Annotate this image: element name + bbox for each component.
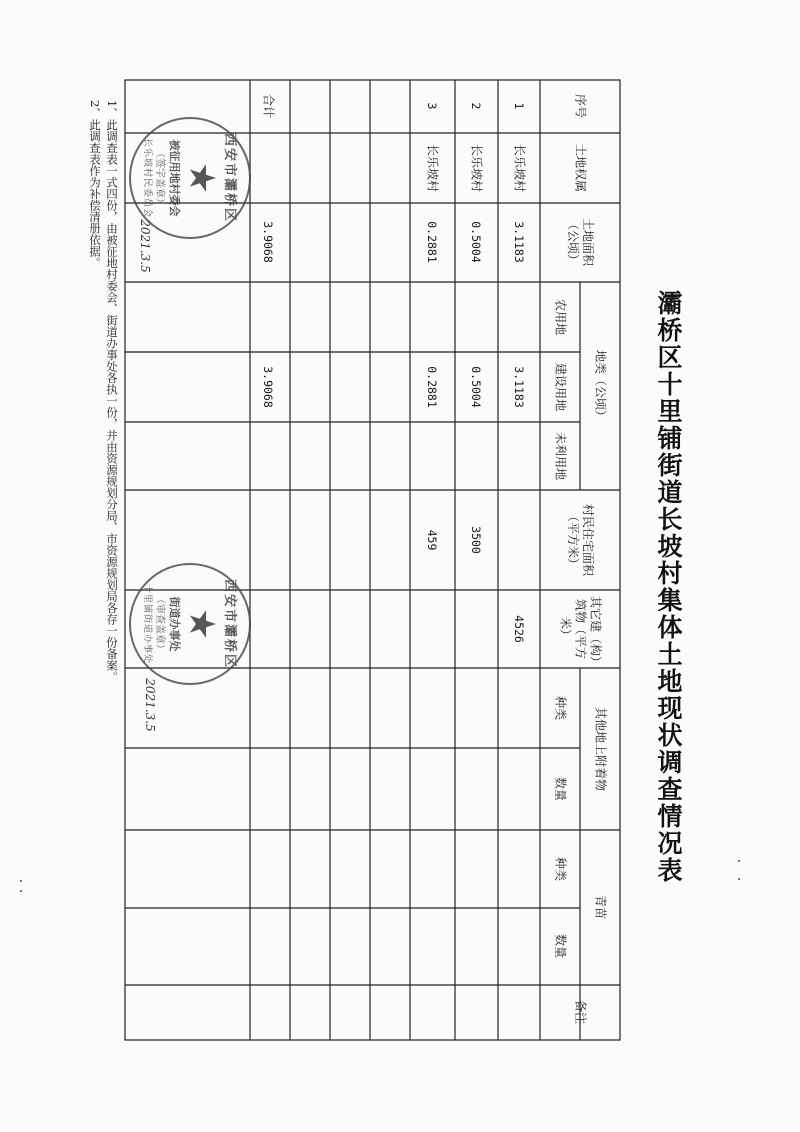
header-crops-qty: 数量 (553, 933, 568, 959)
village-sign-date: 2021.3.5 (138, 219, 152, 273)
header-landtype: 地类（公顷） (593, 349, 608, 423)
header-construction: 建设用地 (553, 362, 568, 412)
row1-area: 3.1183 (512, 221, 527, 263)
scan-speck (20, 890, 22, 892)
office-sign-date: 2021.3.5 (143, 678, 157, 732)
document-title: 灞桥区十里铺街道长坡村集体土地现状调查情况表 (654, 290, 683, 884)
row1-owner: 长乐坡村 (512, 143, 527, 193)
header-remarks: 备注 (573, 999, 588, 1025)
office-seal: 西安市灞桥区 ★ 街道办事处 （审查盖章） 十里铺街道办事处 (129, 563, 251, 685)
header-other-build: 其它建（构）筑物（平方米） (558, 595, 603, 662)
scan-speck (738, 878, 740, 880)
scan-speck (20, 880, 22, 882)
header-seq: 序号 (573, 93, 588, 119)
total-area: 3.9068 (261, 221, 276, 263)
row3-construction: 0.2881 (425, 366, 440, 408)
row1-seq: 1 (512, 102, 527, 110)
header-attach: 其他地上附着物 (593, 706, 608, 792)
header-area: 土地面积（公顷） (566, 217, 595, 266)
row3-owner: 长乐坡村 (425, 143, 440, 193)
row3-housing: 459 (425, 529, 440, 551)
row3-area: 0.2881 (425, 221, 440, 263)
star-icon: ★ (181, 161, 222, 195)
total-label: 合计 (261, 93, 276, 119)
note-2: 2、此调查表作为补偿清册依据。 (88, 100, 102, 269)
header-owner: 土地权属 (573, 143, 588, 193)
village-seal: 西安市灞桥区 ★ 被征用地村委会 （签字盖章） 长乐坡村民委员会 (129, 117, 251, 239)
row1-other-build: 4526 (512, 615, 527, 643)
footnotes (80, 100, 120, 800)
row2-housing: 3500 (469, 526, 484, 554)
header-attach-kind: 种类 (553, 695, 568, 721)
row2-owner: 长乐坡村 (469, 143, 484, 193)
header-crops: 青苗 (593, 894, 608, 920)
star-icon: ★ (181, 607, 222, 641)
header-unused: 未利用地 (553, 431, 568, 481)
header-housing: 村民住宅面积（平方米） (566, 503, 595, 576)
scan-speck (738, 860, 740, 862)
header-farm: 农用地 (553, 298, 568, 336)
row1-construction: 3.1183 (512, 366, 527, 408)
note-1: 1、此调查表一式四份，由被征地村委会、街道办事处各执一份，并由资源规划分局、市资源规划局各存一份备案。 (105, 100, 119, 683)
row2-seq: 2 (469, 102, 484, 110)
header-crops-kind: 种类 (553, 856, 568, 882)
header-attach-qty: 数量 (553, 776, 568, 802)
total-construction: 3.9068 (261, 366, 276, 408)
row2-area: 0.5004 (469, 221, 484, 263)
row2-construction: 0.5004 (469, 366, 484, 408)
row3-seq: 3 (425, 102, 440, 110)
